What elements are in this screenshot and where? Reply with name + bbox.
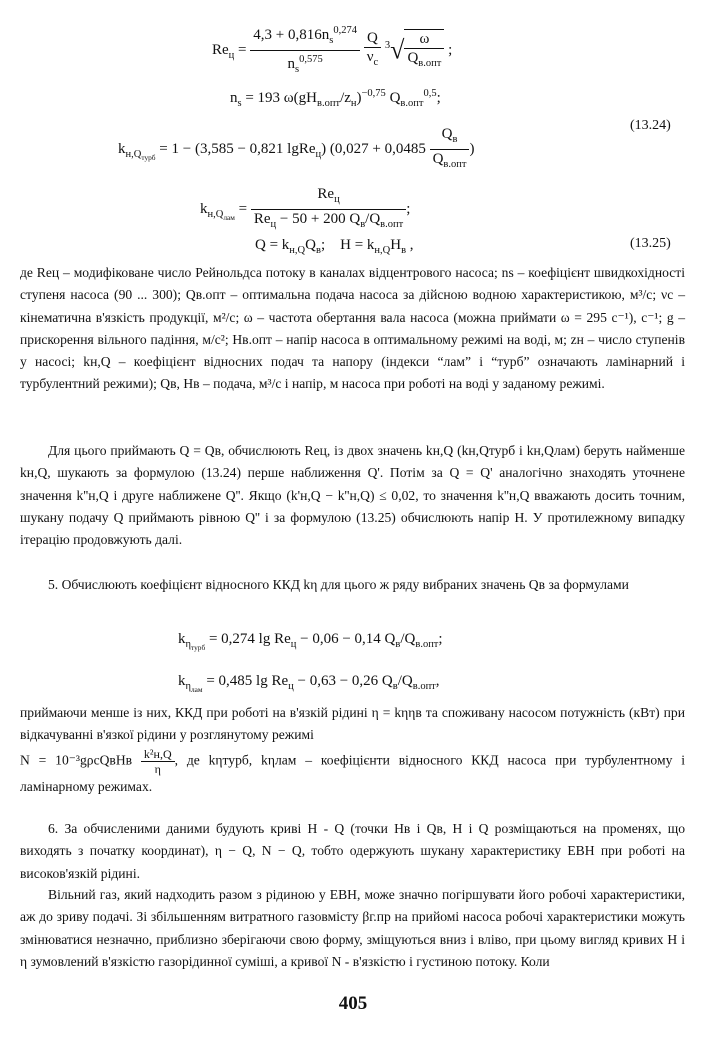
paragraph-definitions: де Reц – модифіковане число Рейнольдса потоку в каналах відцентрового насоса; ns – коефіцієнт швидкохідності ступеня насоса (90 ... 300); Qв.опт – оптимальна подача насоса за дійсною водною характеристикою, м³/с; νc – кінематична в'язкість продукції, м²/с; ω – частота обертання вала насоса (можна приймати ω = 295 с⁻¹), с⁻¹; g – прискорення вільного падіння, м/с²; Hв.опт – напір насоса в оптимальному режимі на воді, м; zн – число ступенів у насосі; kн,Q – коефіцієнт відносних подач та напору (індекси “лам” і “турб” означають ламінарний і турбулентний режими); Qв, Hв – подача, м³/с і напір, м насоса при роботі на воді у заданому режимі.: [20, 265, 685, 392]
paragraph-step-6: 6. За обчисленими даними будують криві H - Q (точки Hв і Qв, H і Q розміщаються на променях, що виходять з початку координат), η − Q, N − Q, тобто одержують шукану характеристику ЕВН при роботі на високов'язкій рідині.: [20, 821, 685, 881]
paragraph-step-5: 5. Обчислюють коефіцієнт відносного ККД kη для цього ж ряду вибраних значень Qв за формулами: [48, 577, 629, 592]
eq-re-q-fraction: $\frac{Q}{\nu_c}$: [364, 29, 381, 72]
equation-keta-lam: $k_{\eta_{лам}} = 0,485$ $\lg Re_ц - 0,63 - 0,26$ $Q_в/Q_{в.опт}$,: [178, 673, 440, 695]
page-number: 405: [338, 993, 368, 1014]
root-index: 3: [384, 39, 391, 51]
equation-ns: $n_s = 193$ $\omega(gH_{в.опт}/z_н)^{-0,75}$ $Q_{в.опт}^{0,5}$;: [230, 88, 441, 109]
eq-re-fraction: $\frac{4,3 + 0,816n_s^{0,274}}{n_s^{0,575}}$: [250, 22, 360, 79]
equation-k-turb: $k_{н,Q_{турб}} = 1 - (3,585 - 0,821$ lgRe$_ц$) (0,027 + 0,0485 $\frac{Q_в}{Q_{в.опт}}$ ): [118, 126, 475, 170]
equation-number-13-25: (13.25): [630, 236, 671, 251]
equation-keta-turb: $k_{\eta_{турб}} = 0,274$ $\lg Re_ц - 0,06 - 0,14$ $Q_в/Q_{в.опт}$;: [178, 631, 443, 653]
paragraph-free-gas: Вільний газ, який надходить разом з рідиною у ЕВН, може значно погіршувати його робочі характеристики, аж до зриву подачі. Зі збільшенням витратного газовмісту βг.пр на прийомі насоса робочі характеристики можуть змінюватися незначно, приблизно зберігаючи свою форму, зміщуються вниз і вліво, при цьому вигляд кривих H і η зумовлений в'язкістю газорідинної суміші, а кривої N - в'язкістю і густиною потоку. Коли: [20, 887, 685, 969]
paragraph-efficiency: приймаючи менше із них, ККД при роботі на в'язкій рідині η = kηηв та споживану насосом потужність (кВт) при відкачуванні в'язкої рідини у розглянутому режимі N = 10⁻³gρcQвHв $\frac{\text{k²н,Q}}{\eta}$ , де kηтурб, kηлам – коефіцієнти відносного ККД насоса при турбулентному і ламінарному режимах.: [20, 705, 685, 794]
power-fraction: $\frac{\text{k²н,Q}}{\eta}$: [141, 747, 175, 776]
equation-reynolds: $Re_ц$ = $\frac{4,3 + 0,816n_s^{0,274}}{n_s^{0,575}}$ $\frac{Q}{\nu_c}$ $^3$√ $\frac{\omega}{Q_{в.опт}}$ ;: [212, 22, 452, 79]
equation-k-lam: $k_{н,Q_{лам}}$ = $\frac{Re_ц}{Re_ц - 50 + 200 Q_в/Q_{в.опт}}$ ;: [200, 186, 411, 230]
paragraph-iteration: Для цього приймають Q = Qв, обчислюють Reц, із двох значень kн,Q (kн,Qтурб і kн,Qлам) беруть найменше kн,Q, шукають за формулою (13.24) перше наближення Q'. Потім за Q = Q' аналогічно знаходять уточнене значення k''н,Q і друге наближене Q''. Якщо (k'н,Q − k''н,Q) ≤ 0,02, то значення k''н,Q вважають досить точним, шукану подачу Q приймають рівною Q'' і за формулою (13.25) обчислюють напір H. У протилежному випадку ітерацію продовжують далі.: [20, 443, 685, 548]
eq-re-root-fraction: $\frac{\omega}{Q_{в.опт}}$: [404, 29, 444, 73]
cube-root-sign: √: [390, 35, 405, 65]
eq-re-lhs: $Re_ц$: [212, 41, 235, 61]
equation-number-13-24: (13.24): [630, 118, 671, 133]
equation-q-h: $Q = k_{н,Q}Q_в$; $H = k_{н,Q}H_в$ ,: [255, 237, 414, 256]
